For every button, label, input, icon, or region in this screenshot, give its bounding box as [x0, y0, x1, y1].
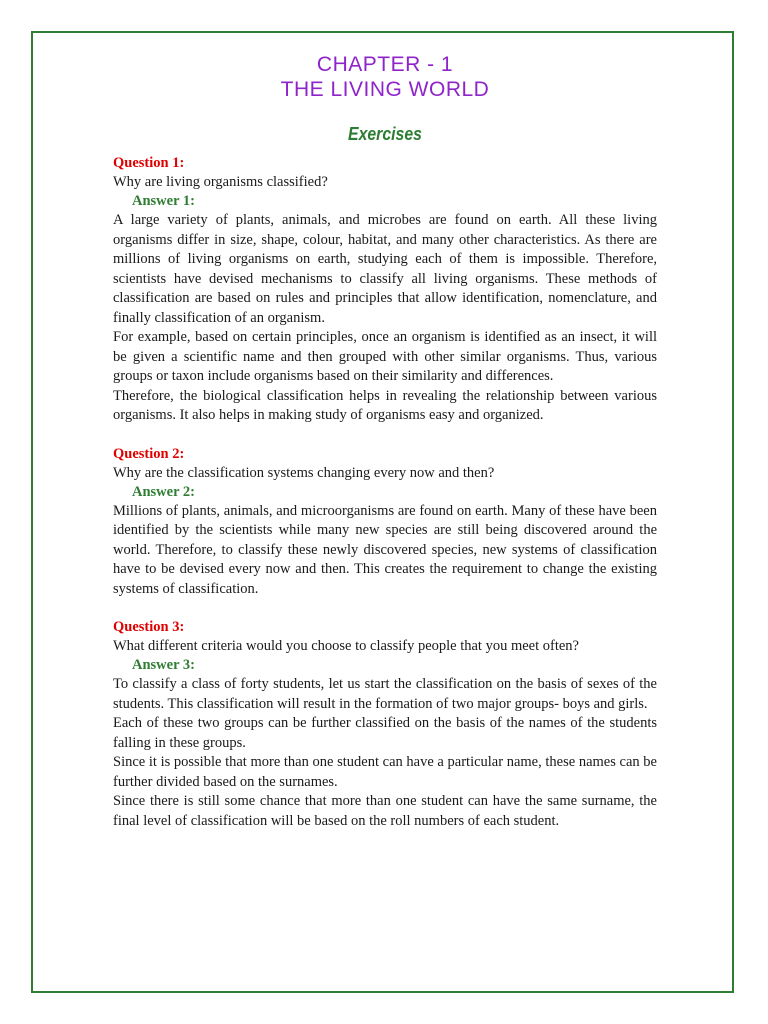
question-text: Why are the classification systems changing every now and then? — [113, 464, 495, 481]
question-label: Question 2: — [113, 445, 185, 462]
answer-label: Answer 3: — [132, 657, 195, 673]
qa-block-1 — [113, 154, 657, 426]
question-text: Why are living organisms classified? — [113, 174, 328, 190]
answer-paragraph: Since it is possible that more than one student can have a particular name, these names can be further divided based on the surnames. — [113, 754, 657, 790]
answer-label: Answer 1: — [132, 193, 195, 209]
question-label: Question 1: — [113, 155, 185, 171]
chapter-title: THE LIVING WORLD — [280, 78, 490, 101]
chapter-number: CHAPTER - 1 — [316, 53, 454, 76]
answer-paragraph: To classify a class of forty students, let us start the classification on the basis of sexes of the students. This classification will result in the formation of two major groups- boys and girls. — [113, 676, 657, 712]
document-content — [113, 52, 657, 850]
answer-paragraph: For example, based on certain principles, once an organism is identified as an insect, it will be given a scientific name and then grouped with other similar organisms. Thus, various groups or taxon include organisms based on their similarity and differences. — [113, 329, 657, 384]
answer-paragraph: Millions of plants, animals, and microorganisms are found on earth. Many of these have been identified by the scientists while many new species are still being discovered around the world. Therefore, to classify these newly discovered species, new systems of classification have to be devised every now and then. This creates the requirement to change the existing systems of classification. — [113, 502, 657, 597]
answer-paragraph: Since there is still some chance that more than one student can have the same surname, the final level of classification will be based on the roll numbers of each student. — [113, 793, 657, 829]
answer-paragraph: Each of these two groups can be further classified on the basis of the names of the students falling in these groups. — [113, 715, 657, 751]
answer-paragraph: A large variety of plants, animals, and microbes are found on earth. All these living organisms differ in size, shape, colour, habitat, and many other characteristics. As there are millions of living organisms on earth, studying each of them is impossible. Therefore, scientists have devised mechanisms to classify all living organisms. These methods of classification are based on rules and principles that allow identification, nomenclature, and finally classification of an organism. — [113, 212, 657, 326]
section-heading: Exercises — [347, 124, 422, 144]
qa-block-2 — [113, 445, 657, 600]
question-label: Question 3: — [113, 619, 185, 635]
qa-block-3 — [113, 618, 657, 831]
question-text: What different criteria would you choose to classify people that you meet often? — [113, 638, 579, 654]
answer-label: Answer 2: — [132, 483, 195, 500]
answer-paragraph: Therefore, the biological classification helps in revealing the relationship between various organisms. It also helps in making study of organisms easy and organized. — [113, 387, 657, 423]
